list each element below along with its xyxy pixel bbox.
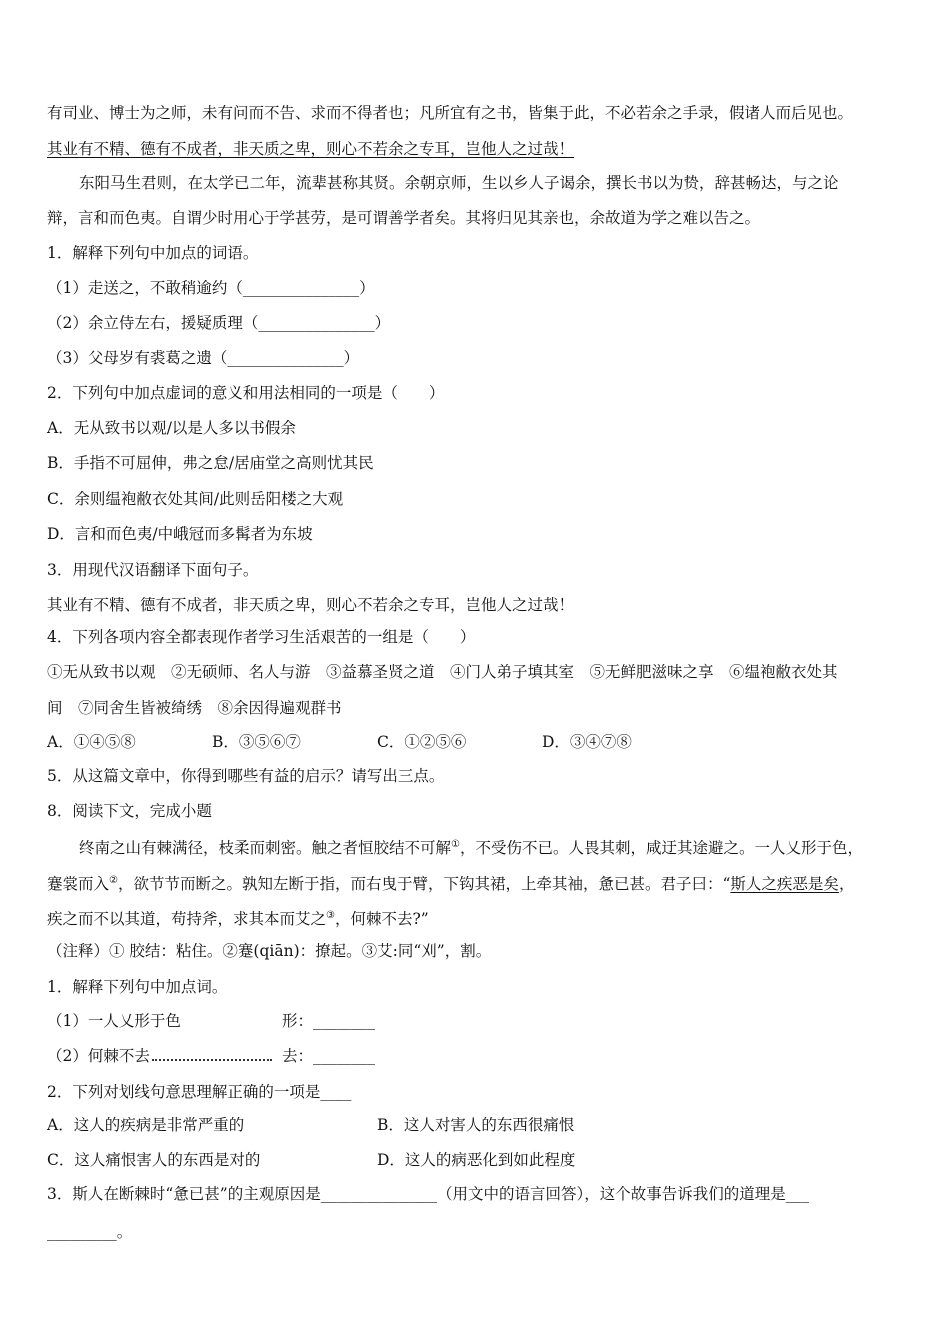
question-2: 2．下列对划线句意思理解正确的一项是____ [47,1083,352,1101]
text: ，何棘不去?” [334,910,429,929]
option-c: C．这人痛恨害人的东西是对的 [47,1151,261,1169]
emphasis-dots [152,1047,272,1061]
text: ， [838,875,855,894]
answer-blank: 去：________ [282,1047,376,1065]
option-b: B．这人对害人的东西很痛恨 [377,1116,575,1134]
option-b: B．手指不可屈伸，弗之怠/居庙堂之高则忧其民 [47,454,374,472]
option-a: A．①④⑤⑧ [47,733,136,751]
passage-line: 东阳马生君则，在太学已二年，流辈甚称其贤。余朝京师，生以乡人子谒余，撰长书以为贽，辞甚畅达，与之论 [79,174,839,192]
translate-sentence: 其业有不精、德有不成者，非天质之卑，则心不若余之专耳，岂他人之过哉！ [47,596,575,614]
option-a: A．无从致书以观/以是人多以书假余 [47,419,296,437]
question-2: 2．下列句中加点虚词的意义和用法相同的一项是（ ） [47,384,445,402]
q4-list: ①无从致书以观 ②无硕师、名人与游 ③益慕圣贤之道 ④门人弟子填其室 ⑤无鲜肥滋味之享 ⑥缊袍敝衣处其 [47,663,838,681]
text: 终南之山有棘满径，枝柔而刺密。触之者恒胶结不可解 [79,839,452,858]
passage-line [47,871,854,894]
passage-line [47,906,429,929]
footnote-ref: ③ [326,910,335,921]
question-3: 3．用现代汉语翻译下面句子。 [47,561,259,579]
underlined-sentence: 斯人之疾恶是矣 [730,875,839,894]
option-d: D．言和而色夷/中峨冠而多髯者为东坡 [47,525,313,543]
question-5: 5．从这篇文章中，你得到哪些有益的启示？请写出三点。 [47,767,445,785]
footnote-ref: ① [451,839,460,850]
notes: （注释）① 胶结：粘住。②蹇(qiān)：撩起。③艾:同“刈”，割。 [47,942,492,960]
passage-line: 有司业、博士为之师，未有问而不告、求而不得者也；凡所宜有之书，皆集于此，不必若余之手录，假诸人而后见也。 [47,104,854,122]
question-1: 1．解释下列句中加点的词语。 [47,244,259,262]
text: （2）何棘不去 [47,1047,150,1065]
option-b: B．③⑤⑥⑦ [212,733,301,751]
option-c: C．①②⑤⑥ [377,733,467,751]
passage-line: 辩，言和而色夷。自谓少时用心于学甚劳，是可谓善学者矣。其将归见其亲也，余故道为学之难以告之。 [47,209,761,227]
option-c: C．余则缊袍敝衣处其间/此则岳阳楼之大观 [47,490,344,508]
question-3: 3．斯人在断棘时“惫已甚”的主观原因是_______________（用文中的语言回答），这个故事告诉我们的道理是___ [47,1185,809,1203]
text: 疾之而不以其道，苟持斧，求其本而艾之 [47,910,327,929]
question-item: （1）走送之，不敢稍逾约（_______________） [47,279,375,297]
footnote-ref: ② [109,875,118,886]
question-4: 4．下列各项内容全都表现作者学习生活艰苦的一组是（ ） [47,628,476,646]
question-1: 1．解释下列句中加点词。 [47,978,228,996]
option-d: D．这人的病恶化到如此程度 [377,1151,576,1169]
section-8-title: 8．阅读下文，完成小题 [47,802,212,820]
passage-line [79,835,863,858]
question-item: （1）一人乂形于色 [47,1012,181,1030]
question-item: （3）父母岁有裘葛之遗（_______________） [47,349,360,367]
question-item: （2）余立侍左右，援疑质理（_______________） [47,314,391,332]
text: ，欲节节而断之。孰知左断于指，而右曳于臂，下钩其裙，上牵其袖，惫已甚。君子曰：“ [117,875,731,894]
option-d: D．③④⑦⑧ [542,733,632,751]
option-a: A．这人的疾病是非常严重的 [47,1116,245,1134]
question-3-cont: _________。 [47,1223,133,1241]
text: 蹇裳而入 [47,875,110,894]
underlined-sentence: 其业有不精、德有不成者，非天质之卑，则心不若余之专耳，岂他人之过哉！ [47,140,575,158]
answer-blank: 形：________ [282,1012,376,1030]
text: ，不受伤不已。人畏其刺，咸迂其途避之。一人乂形于色， [459,839,863,858]
q4-list: 间 ⑦同舍生皆被绮绣 ⑧余因得遍观群书 [47,699,342,717]
question-item [47,1046,272,1066]
